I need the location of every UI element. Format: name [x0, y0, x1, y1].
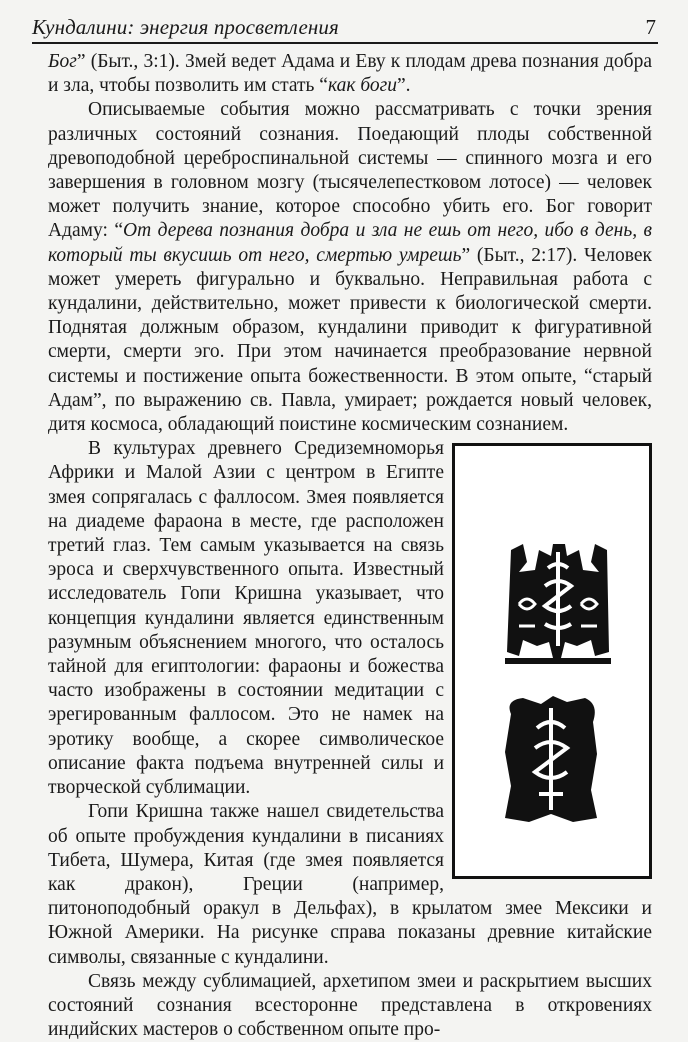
- paragraph-4: Гопи Кришна также нашел свидетельства об опыте пробуждения кундалини в писаниях Тибета, Шумера, Китая (где змея появляется как дракон), Греции (например, питоноподобный оракул в Дельфах), в крылатом змее Мексики и Южной Америки. На рисунке справа показаны древние китайские символы, связанные с кундалини.: [48, 801, 652, 968]
- paragraph-1: [48, 50, 652, 98]
- page-header: [32, 14, 658, 44]
- chinese-serpent-glyph-top: [505, 542, 611, 664]
- paragraph-text: ”.: [397, 75, 411, 97]
- italic-text: Бог: [48, 51, 77, 72]
- quote-text: От дерева познания добра и зла не ешь от него, ибо в день, в который ты вкусишь от него, смертью умрешь: [48, 220, 652, 266]
- running-title: Кундалини: энергия просветления: [32, 15, 339, 39]
- paragraph-text: Описываемые события можно рассматривать с точки зрения различных состояний сознания. Поедающий плоды собственной древоподобной цереброспинальной системы — спинного мозга и его завершения в головном мозгу (тысячелепестковом лотосе) — человек может получить знание, которое способно убить его. Бог говорит Адаму: “: [48, 99, 652, 242]
- paragraph-text: ” (Быт., 2:17). Человек может умереть фигурально и буквально. Неправильная работа с кундалини, действительно, может привести к биологической смерти. Поднятая должным образом, кундалини приводит к фигуративной смерти, смерти эго. При этом начинается преобразование нервной системы и постижение опыта божественности. В этом опыте, “старый Адам”, по выражению св. Павла, умирает; рождается новый человек, дитя космоса, обладающий поистине космическим сознанием.: [48, 244, 652, 436]
- paragraph-3: В культурах древнего Средиземноморья Африки и Малой Азии с центром в Египте змея сопрягалась с фаллосом. Змея появляется на диадеме фараона в месте, где расположен третий глаз. Тем самым указывается на связь эроса и сверхчувственного опыта. Известный исследователь Гопи Кришна указывает, что концепция кундалини является единственным разумным объяснением многого, что осталось тайной для египтологии: фараоны и божества часто изображены в состоянии медитации с эрегированным фаллосом. Это не намек на эротику вообще, а скорее символическое описание факта подъема внутренней силы и творческой сублимации.: [48, 438, 444, 799]
- paragraph-2: [48, 98, 652, 437]
- page-number: 7: [645, 15, 656, 39]
- chinese-symbols-figure: [452, 443, 652, 879]
- chinese-serpent-glyph-bottom: [501, 694, 601, 824]
- paragraph-5: Связь между сублимацией, архетипом змеи и раскрытием высших состояний сознания всесторонне представлена в откровениях индийских мастеров о собственном опыте про-: [48, 970, 652, 1041]
- italic-text: как боги: [327, 75, 397, 97]
- paragraph-text: ” (Быт., 3:1). Змей ведет Адама и Еву к плодам древа познания добра и зла, чтобы позволить им стать “: [48, 51, 652, 97]
- body-text: [48, 50, 652, 1042]
